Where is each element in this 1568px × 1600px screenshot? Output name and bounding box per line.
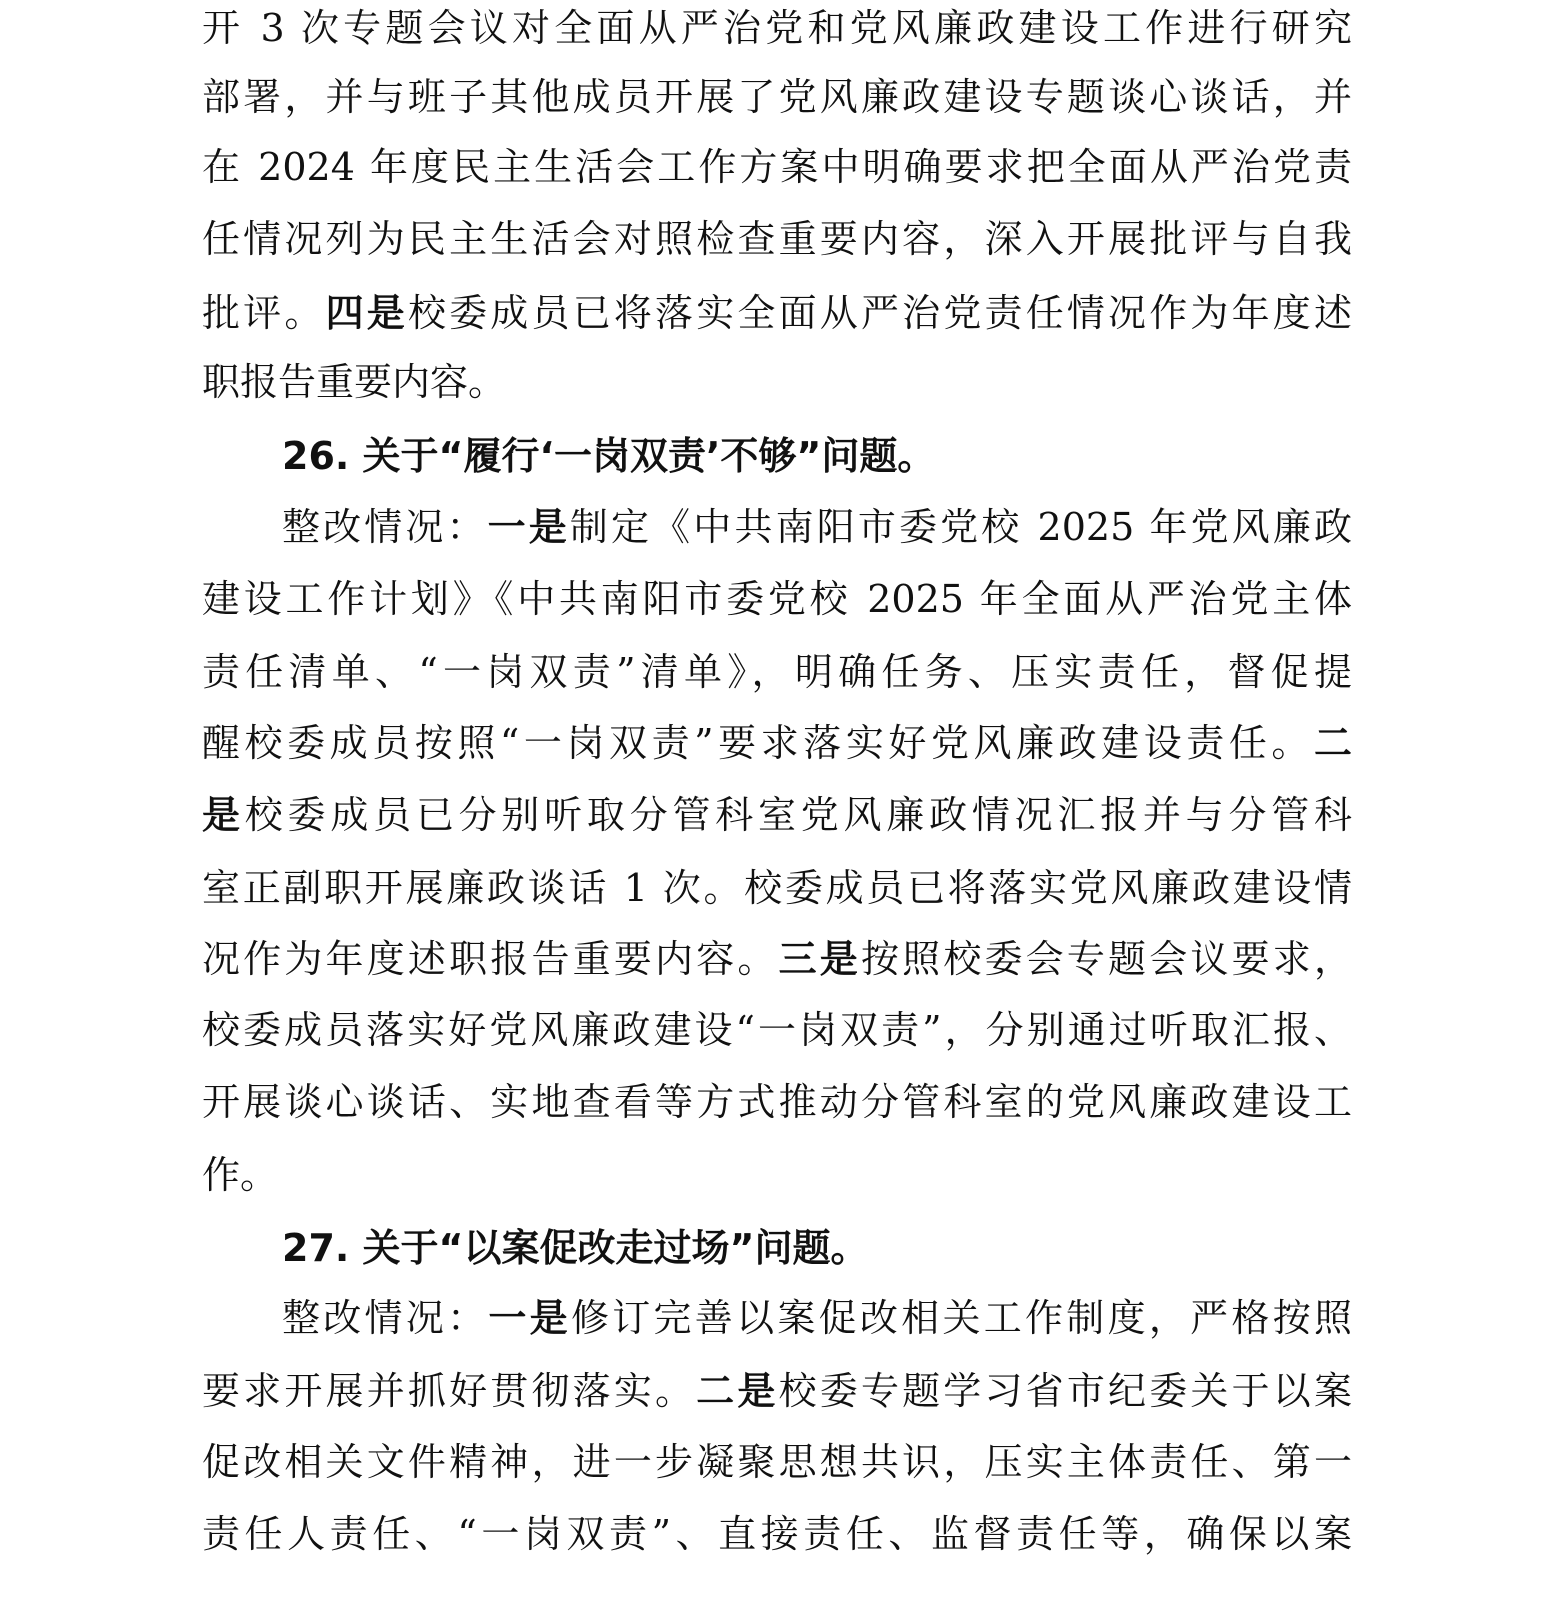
text-run: 要求开展并抓好贯彻落实。 bbox=[202, 1369, 697, 1413]
bold-lead: 是 bbox=[202, 793, 245, 837]
text-run: 批评。 bbox=[202, 291, 326, 335]
text-line: 校委成员落实好党风廉政建设“一岗双责”，分别通过听取汇报、 bbox=[202, 1008, 1352, 1052]
text-run: 校委成员已将落实全面从严治党责任情况作为年度述 bbox=[407, 291, 1352, 335]
text-line: 建设工作计划》《中共南阳市委党校 2025 年全面从严治党主体 bbox=[202, 577, 1352, 621]
text-line bbox=[202, 923, 1352, 995]
text-run: 况作为年度述职报告重要内容。 bbox=[202, 937, 779, 981]
text-line bbox=[282, 1282, 1352, 1354]
text-run: 整改情况： bbox=[282, 505, 488, 549]
text-line: 开 3 次专题会议对全面从严治党和党风廉政建设工作进行研究 bbox=[202, 6, 1352, 50]
bold-lead: 二是 bbox=[696, 1369, 779, 1413]
text-line: 室正副职开展廉政谈话 1 次。校委成员已将落实党风廉政建设情 bbox=[202, 866, 1352, 910]
text-run: 按照校委会专题会议要求， bbox=[860, 937, 1352, 981]
text-line bbox=[282, 491, 1352, 563]
section-heading-27: 27. 关于“以案促改走过场”问题。 bbox=[282, 1226, 869, 1270]
text-run: 整改情况： bbox=[282, 1296, 489, 1340]
bold-lead: 一是 bbox=[487, 505, 570, 549]
section-heading-26: 26. 关于“履行‘一岗双责’不够”问题。 bbox=[282, 434, 936, 478]
bold-lead: 二 bbox=[1313, 721, 1352, 765]
bold-lead: 一是 bbox=[488, 1296, 571, 1340]
text-line bbox=[202, 707, 1352, 779]
text-run: 校委成员已分别听取分管科室党风廉政情况汇报并与分管科 bbox=[244, 793, 1352, 837]
bold-lead: 四是 bbox=[325, 291, 408, 335]
text-line bbox=[202, 277, 1352, 349]
text-line: 促改相关文件精神，进一步凝聚思想共识，压实主体责任、第一 bbox=[202, 1440, 1352, 1484]
text-line bbox=[202, 1355, 1352, 1427]
text-run: 醒校委成员按照“一岗双责”要求落实好党风廉政建设责任。 bbox=[202, 721, 1314, 765]
text-run: 制定《中共南阳市委党校 2025 年党风廉政 bbox=[569, 505, 1352, 549]
text-line: 开展谈心谈话、实地查看等方式推动分管科室的党风廉政建设工 bbox=[202, 1080, 1352, 1124]
text-line: 任情况列为民主生活会对照检查重要内容，深入开展批评与自我 bbox=[202, 217, 1352, 261]
text-line: 部署，并与班子其他成员开展了党风廉政建设专题谈心谈话，并 bbox=[202, 75, 1352, 119]
text-line bbox=[202, 779, 1352, 851]
text-line: 职报告重要内容。 bbox=[202, 360, 507, 404]
text-run: 校委专题学习省市纪委关于以案 bbox=[778, 1369, 1352, 1413]
bold-lead: 三是 bbox=[778, 937, 861, 981]
text-line: 在 2024 年度民主生活会工作方案中明确要求把全面从严治党责 bbox=[202, 145, 1352, 189]
text-line: 责任清单、“一岗双责”清单》，明确任务、压实责任，督促提 bbox=[202, 650, 1352, 694]
text-line: 作。 bbox=[202, 1153, 279, 1197]
text-run: 修订完善以案促改相关工作制度，严格按照 bbox=[570, 1296, 1352, 1340]
text-line: 责任人责任、“一岗双责”、直接责任、监督责任等，确保以案 bbox=[202, 1512, 1352, 1556]
